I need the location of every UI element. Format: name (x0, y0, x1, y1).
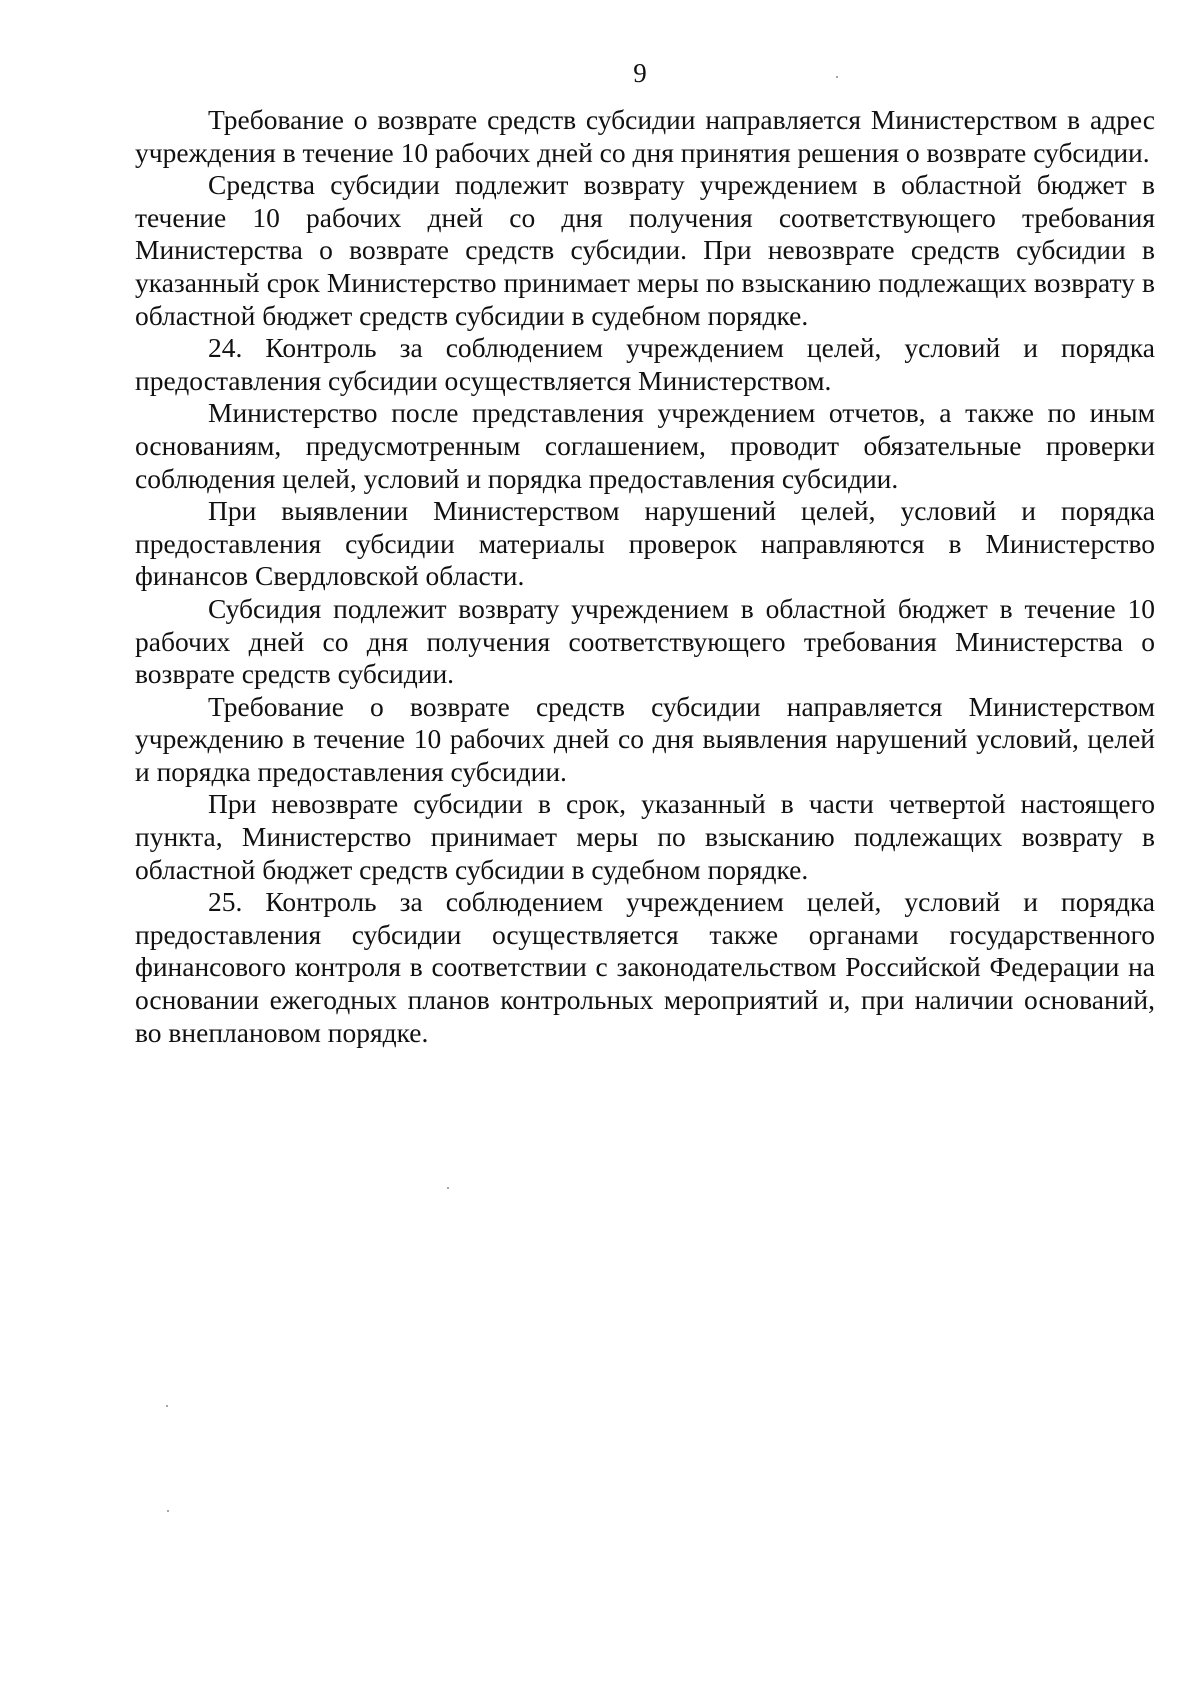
scan-speck (836, 76, 838, 78)
paragraph: Требование о возврате средств субсидии направляется Министерством в адрес учреждения в течение 10 рабочих дней со дня принятия решения о возврате субсидии. (135, 104, 1155, 168)
paragraph: Требование о возврате средств субсидии направляется Министерством учреждению в течение 10 рабочих дней со дня выявления нарушений условий, целей и порядка предоставления субсидии. (135, 690, 1155, 787)
scan-speck (447, 1187, 449, 1189)
paragraph: При выявлении Министерством нарушений целей, условий и порядка предоставления субсидии материалы проверок направляются в Министерство финансов Свердловской области. (135, 495, 1155, 592)
paragraph: Министерство после представления учреждением отчетов, а также по иным основаниям, предусмотренным соглашением, проводит обязательные проверки соблюдения целей, условий и порядка предоставления субсидии. (135, 397, 1155, 494)
paragraph: Средства субсидии подлежит возврату учреждением в областной бюджет в течение 10 рабочих дней со дня получения соответствующего требования Министерства о возврате средств субсидии. При невозврате средств субсидии в указанный срок Министерство принимает меры по взысканию подлежащих возврату в областной бюджет средств субсидии в судебном порядке. (135, 169, 1155, 331)
paragraph: При невозврате субсидии в срок, указанный в части четвертой настоящего пункта, Министерство принимает меры по взысканию подлежащих возврату в областной бюджет средств субсидии в судебном порядке. (135, 788, 1155, 885)
page-number: 9 (633, 58, 647, 88)
scan-speck (166, 1405, 168, 1407)
scan-speck (167, 1510, 169, 1512)
paragraph: Субсидия подлежит возврату учреждением в областной бюджет в течение 10 рабочих дней со дня получения соответствующего требования Министерства о возврате средств субсидии. (135, 592, 1155, 690)
document-body (135, 104, 1155, 1049)
paragraph-item-24: 24. Контроль за соблюдением учреждением целей, условий и порядка предоставления субсидии осуществляется Министерством. (135, 332, 1155, 396)
paragraph-item-25: 25. Контроль за соблюдением учреждением целей, условий и порядка предоставления субсидии осуществляется также органами государственного финансового контроля в соответствии с законодательством Российской Федерации на основании ежегодных планов контрольных мероприятий и, при наличии оснований, во внеплановом порядке. (135, 886, 1155, 1048)
